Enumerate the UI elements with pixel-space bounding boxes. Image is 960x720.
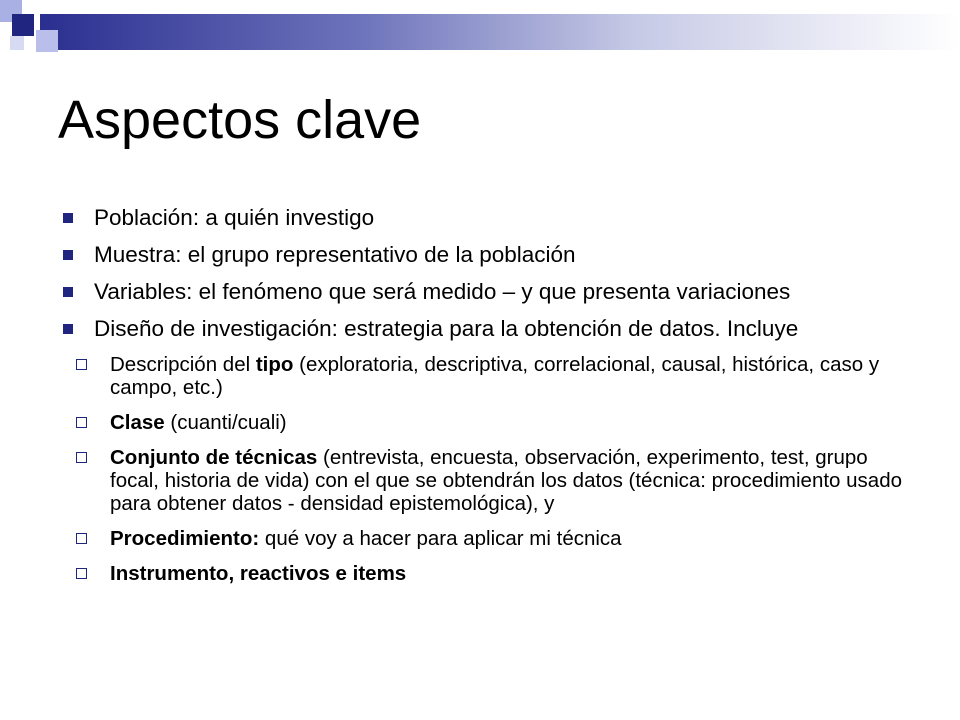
- sub-bullet-text-bold: Clase: [110, 411, 165, 434]
- sub-bullet-item: [70, 411, 920, 434]
- sub-bullet-text-bold: Conjunto de técnicas: [110, 446, 318, 469]
- sub-bullet-text-pre: Descripción del: [110, 353, 256, 376]
- decorative-square: [22, 0, 48, 14]
- slide-title: Aspectos clave: [58, 90, 422, 150]
- sub-bullet-text-post: qué voy a hacer para aplicar mi técnica: [259, 527, 622, 550]
- bullet-text: Muestra: el grupo representativo de la población: [94, 242, 576, 267]
- sub-bullet-item: [70, 527, 920, 550]
- bullet-text: Variables: el fenómeno que será medido – y que presenta variaciones: [94, 279, 791, 304]
- bullet-item: [60, 205, 920, 230]
- sub-bullet-text-post: (cuanti/cuali): [164, 411, 287, 434]
- sub-bullet-text-bold: Instrumento, reactivos e items: [110, 562, 407, 585]
- sub-bullet-text-bold: tipo: [255, 353, 294, 376]
- bullet-text: Población: a quién investigo: [94, 205, 375, 230]
- hollow-square-bullet-icon: [76, 452, 87, 463]
- hollow-square-bullet-icon: [76, 568, 87, 579]
- square-bullet-icon: [63, 250, 73, 260]
- bullet-text: Diseño de investigación: estrategia para la obtención de datos. Incluye: [94, 316, 799, 341]
- sub-bullet-item: [70, 353, 920, 399]
- square-bullet-icon: [63, 287, 73, 297]
- bullet-list: [60, 205, 920, 597]
- bullet-item: [60, 279, 920, 304]
- sub-bullet-text-post: (exploratoria, descriptiva, correlacional, causal, histórica, caso y campo, etc.): [110, 353, 880, 399]
- sub-bullet-list: [70, 353, 920, 585]
- bullet-item: [60, 316, 920, 341]
- square-bullet-icon: [63, 213, 73, 223]
- hollow-square-bullet-icon: [76, 417, 87, 428]
- decorative-square: [12, 14, 34, 36]
- sub-bullet-item: [70, 562, 920, 585]
- sub-bullet-text-bold: Procedimiento:: [110, 527, 260, 550]
- hollow-square-bullet-icon: [76, 533, 87, 544]
- hollow-square-bullet-icon: [76, 359, 87, 370]
- bullet-item: [60, 242, 920, 267]
- sub-bullet-text-post: (entrevista, encuesta, observación, experimento, test, grupo focal, historia de vida) con el que se obtendrán los datos (técnica: procedimiento usado para obtener datos - densidad epistemológica), y: [110, 446, 903, 515]
- header-gradient-bar: [40, 14, 960, 50]
- decorative-square: [36, 30, 58, 52]
- square-bullet-icon: [63, 324, 73, 334]
- sub-bullet-item: [70, 446, 920, 515]
- decorative-square: [10, 36, 24, 50]
